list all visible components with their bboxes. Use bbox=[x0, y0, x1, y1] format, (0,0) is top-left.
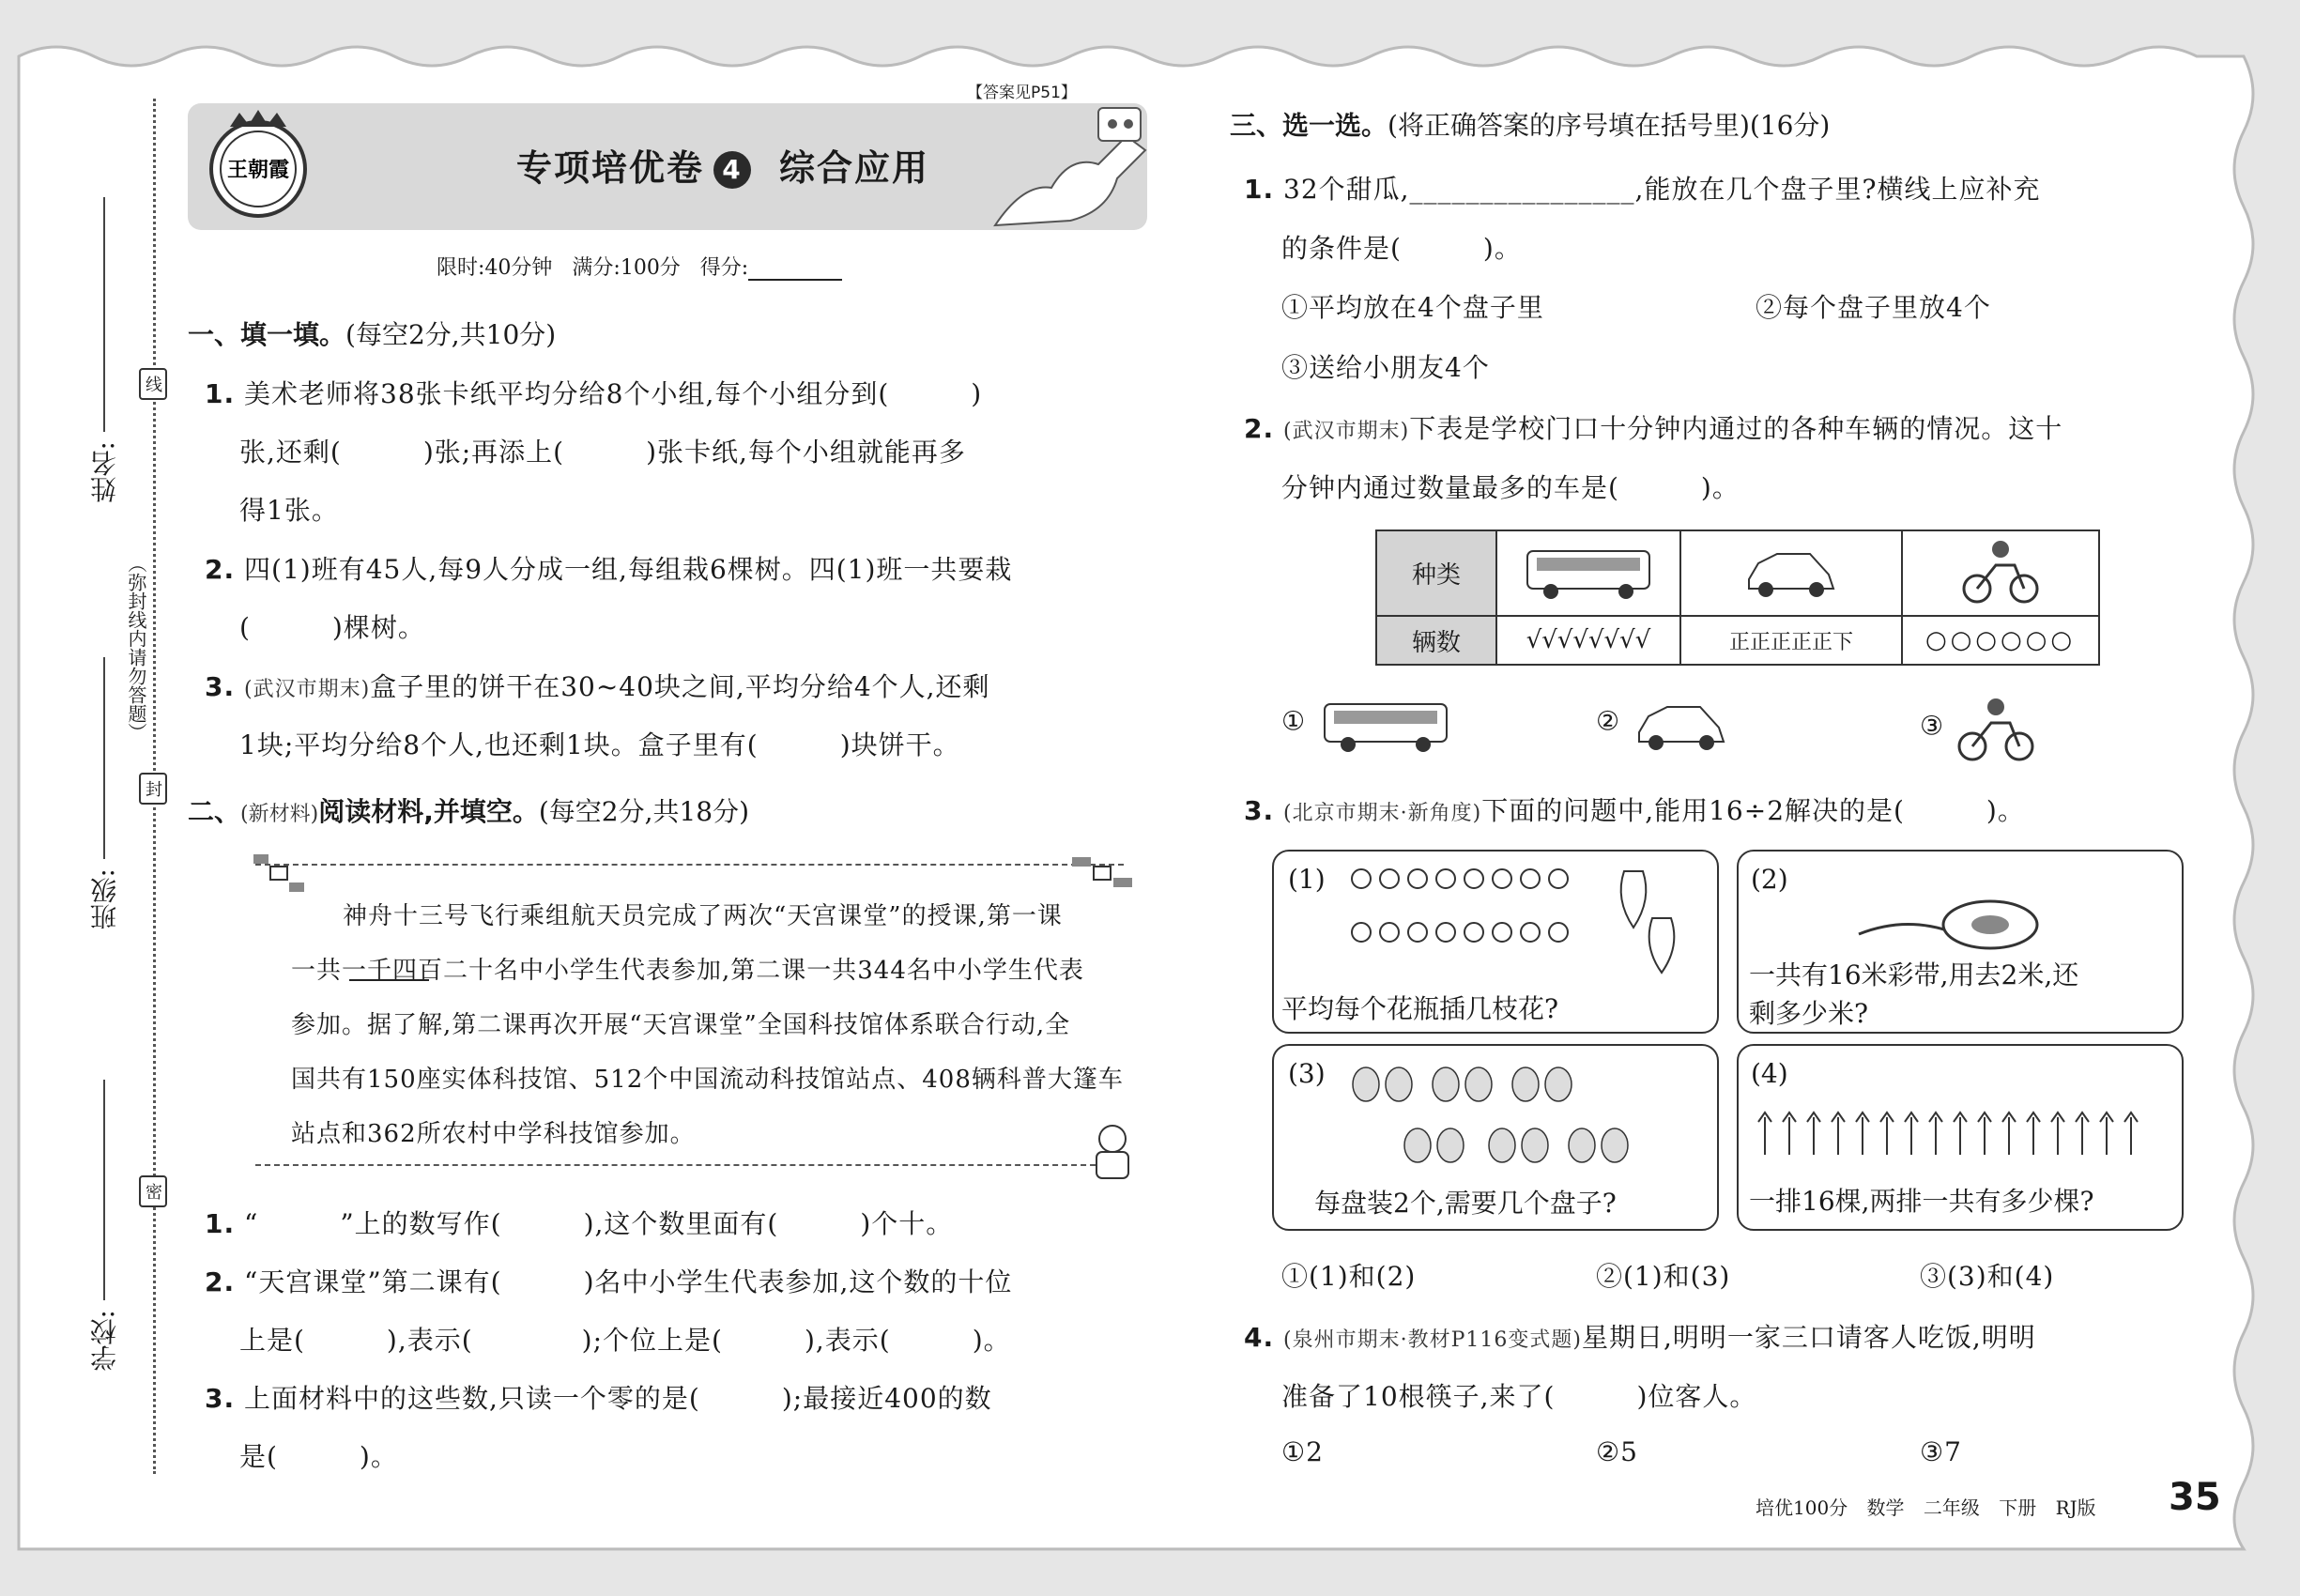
part3-q2-option3[interactable]: ③ bbox=[1920, 690, 2038, 765]
part2-q3-line1: 3. 上面材料中的这些数,只读一个零的是( );最接近400的数 bbox=[205, 1383, 992, 1414]
part3-q1-line2: 的条件是( )。 bbox=[1281, 233, 1522, 264]
page-number: 35 bbox=[2169, 1476, 2221, 1519]
table-moto-cell bbox=[1902, 530, 2099, 616]
table-bus-count: √√√√√√√√ bbox=[1496, 616, 1680, 665]
table-header-kind: 种类 bbox=[1376, 530, 1496, 616]
part1-q2-line1: 2. 四(1)班有45人,每9人分成一组,每组栽6棵树。四(1)班一共要栽 bbox=[205, 554, 1013, 585]
part3-q4-line2: 准备了10根筷子,来了( )位客人。 bbox=[1281, 1381, 1757, 1412]
class-line[interactable] bbox=[103, 657, 105, 859]
footer-info: 培优100分 数学 二年级 下册 RJ版 bbox=[1756, 1496, 2096, 1519]
car-icon-option bbox=[1630, 690, 1733, 756]
part1-q3-line1: 3. (武汉市期末)盒子里的饼干在30~40块之间,平均分给4个人,还剩 bbox=[205, 671, 990, 702]
car-icon bbox=[1740, 537, 1843, 603]
part3-q3-option3[interactable]: ③(3)和(4) bbox=[1920, 1261, 2055, 1292]
part1-q1-line2: 张,还剩( )张;再添上( )张卡纸,每个小组就能再多 bbox=[239, 437, 966, 468]
problem-box-3-num: (3) bbox=[1288, 1058, 1326, 1089]
class-label: 班级: bbox=[89, 868, 120, 930]
astronaut-icon bbox=[1080, 1122, 1145, 1183]
part3-q4-option1[interactable]: ①2 bbox=[1281, 1436, 1324, 1467]
seal-box-secret: 密 bbox=[139, 1175, 167, 1207]
answer-reference: 【答案见P51】 bbox=[967, 84, 1077, 102]
part3-q3-option2[interactable]: ②(1)和(3) bbox=[1596, 1261, 1731, 1292]
part3-q3-option1[interactable]: ①(1)和(2) bbox=[1281, 1261, 1417, 1292]
motorcycle-icon-option bbox=[1954, 690, 2038, 765]
part3-q1-option3[interactable]: ③送给小朋友4个 bbox=[1281, 352, 1490, 383]
part1-q2-line2: ( )棵树。 bbox=[239, 612, 425, 643]
robot-illustration-icon bbox=[986, 99, 1155, 230]
part2-q1-line: 1. “ ”上的数写作( ),这个数里面有( )个十。 bbox=[205, 1208, 954, 1239]
problem-box-1-num: (1) bbox=[1288, 864, 1326, 895]
part3-q1-line1: 1. 32个甜瓜,________________,能放在几个盘子里?横线上应补充 bbox=[1244, 174, 2041, 205]
part2-q2-line1: 2. “天宫课堂”第二课有( )名中小学生代表参加,这个数的十位 bbox=[205, 1266, 1013, 1297]
vehicle-count-table bbox=[1375, 529, 2100, 666]
part3-q1-option2[interactable]: ②每个盘子里放4个 bbox=[1756, 292, 1991, 323]
part3-q4-line1: 4. (泉州市期末·教材P116变式题)星期日,明明一家三口请客人吃饭,明明 bbox=[1244, 1322, 2036, 1353]
page-title: 专项培优卷 4 综合应用 bbox=[516, 147, 930, 189]
part1-q1-line3: 得1张。 bbox=[239, 495, 339, 526]
passage-line5: 站点和362所农村中学科技馆参加。 bbox=[291, 1120, 696, 1148]
problem-box-4-num: (4) bbox=[1751, 1058, 1788, 1089]
part3-q2-line1: 2. (武汉市期末)下表是学校门口十分钟内通过的各种车辆的情况。这十 bbox=[1244, 413, 2063, 444]
passage-line3: 参加。据了解,第二课再次开展“天宫课堂”全国科技馆体系联合行动,全 bbox=[291, 1011, 1071, 1039]
part3-q2-option2[interactable]: ② bbox=[1596, 690, 1733, 756]
passage-line2: 一共一千四百二十名中小学生代表参加,第二课一共344名中小学生代表 bbox=[291, 957, 1084, 985]
part3-q2-line2: 分钟内通过数量最多的车是( )。 bbox=[1281, 472, 1740, 503]
satellite-icon-2 bbox=[1070, 850, 1136, 897]
part3-q2-option1[interactable]: ① bbox=[1281, 690, 1456, 756]
part3-q3-line: 3. (北京市期末·新角度)下面的问题中,能用16÷2解决的是( )。 bbox=[1244, 795, 2025, 826]
table-header-count: 辆数 bbox=[1376, 616, 1496, 665]
flowers-vases-icon bbox=[1342, 862, 1699, 979]
part2-q2-line2: 上是( ),表示( );个位上是( ),表示( )。 bbox=[239, 1325, 1011, 1356]
part3-q1-option1[interactable]: ①平均放在4个盘子里 bbox=[1281, 292, 1544, 323]
name-line[interactable] bbox=[103, 197, 105, 432]
problem-box-2-text-a: 一共有16米彩带,用去2米,还 bbox=[1749, 959, 2079, 990]
part3-heading: 三、选一选。(将正确答案的序号填在括号里)(16分) bbox=[1230, 110, 1831, 141]
score-blank[interactable] bbox=[748, 256, 842, 281]
motorcycle-icon bbox=[1958, 532, 2043, 607]
problem-box-3-text: 每盘装2个,需要几个盘子? bbox=[1314, 1188, 1617, 1219]
passage-line4: 国共有150座实体科技馆、512个中国流动科技馆站点、408辆科普大篷车 bbox=[291, 1066, 1124, 1094]
part1-q3-line2: 1块;平均分给8个人,也还剩1块。盒子里有( )块饼干。 bbox=[239, 729, 960, 760]
problem-box-2-num: (2) bbox=[1751, 864, 1788, 895]
bus-icon bbox=[1518, 537, 1659, 603]
part1-heading: 一、填一填。(每空2分,共10分) bbox=[188, 319, 557, 350]
brand-logo-icon bbox=[202, 108, 314, 225]
svg-text:王朝霞: 王朝霞 bbox=[226, 158, 290, 182]
table-moto-count: ○○○○○○ bbox=[1902, 616, 2099, 665]
seal-note: （弥封线内请勿答题） bbox=[125, 554, 147, 742]
problem-box-2-text-b: 剩多少米? bbox=[1749, 998, 1869, 1029]
part2-q3-line2: 是( )。 bbox=[239, 1441, 398, 1472]
part1-q1-line1: 1. 美术老师将38张卡纸平均分给8个小组,每个小组分到( ) bbox=[205, 378, 983, 409]
passage-line1: 神舟十三号飞行乘组航天员完成了两次“天宫课堂”的授课,第一课 bbox=[343, 902, 1063, 930]
seal-box-seal: 封 bbox=[139, 773, 167, 805]
table-car-cell bbox=[1680, 530, 1902, 616]
table-bus-cell bbox=[1496, 530, 1680, 616]
exam-meta: 限时:40分钟 满分:100分 得分: bbox=[437, 252, 842, 281]
name-label: 姓名: bbox=[89, 441, 120, 503]
passage-underline bbox=[349, 979, 429, 981]
bus-icon-option bbox=[1315, 690, 1456, 756]
part3-q4-option3[interactable]: ③7 bbox=[1920, 1436, 1962, 1467]
satellite-icon bbox=[252, 850, 308, 897]
ribbon-roll-icon bbox=[1849, 897, 2056, 953]
part2-heading: 二、(新材料)阅读材料,并填空。(每空2分,共18分) bbox=[188, 796, 750, 827]
pineapples-icon bbox=[1342, 1056, 1699, 1174]
school-line[interactable] bbox=[103, 1080, 105, 1300]
school-label: 学校: bbox=[89, 1310, 120, 1372]
table-car-count: 正正正正正下 bbox=[1680, 616, 1902, 665]
problem-box-4-text: 一排16棵,两排一共有多少棵? bbox=[1749, 1186, 2094, 1217]
problem-box-1-text: 平均每个花瓶插几枝花? bbox=[1281, 993, 1559, 1024]
seal-box-line: 线 bbox=[139, 368, 167, 400]
part3-q4-option2[interactable]: ②5 bbox=[1596, 1436, 1638, 1467]
trees-row-icon bbox=[1756, 1098, 2159, 1164]
